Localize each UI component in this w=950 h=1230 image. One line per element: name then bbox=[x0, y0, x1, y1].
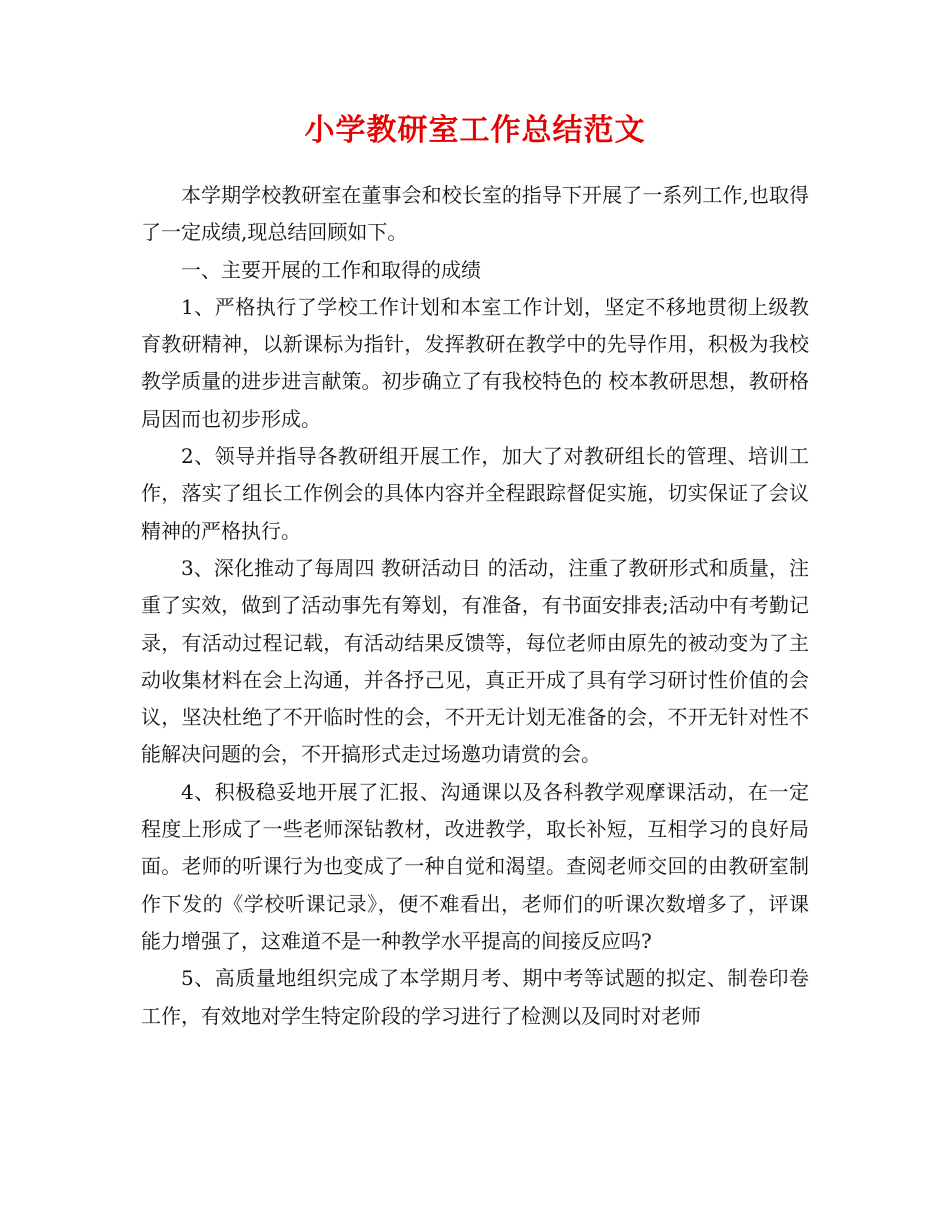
paragraph-item-1: 1、严格执行了学校工作计划和本室工作计划，坚定不移地贯彻上级教育教研精神，以新课标为指针，发挥教研在教学中的先导作用，积极为我校教学质量的进步进言献策。初步确立了有我校特色的 校本教研思想，教研格局因而也初步形成。 bbox=[141, 294, 809, 431]
paragraph-item-2: 2、领导并指导各教研组开展工作，加大了对教研组长的管理、培训工作，落实了组长工作例会的具体内容并全程跟踪督促实施，切实保证了会议精神的严格执行。 bbox=[141, 444, 809, 543]
paragraph-item-5: 5、高质量地组织完成了本学期月考、期中考等试题的拟定、制卷印卷工作，有效地对学生特定阶段的学习进行了检测以及同时对老师 bbox=[141, 966, 809, 1028]
document-body bbox=[141, 177, 809, 1035]
section-heading: 一、主要开展的工作和取得的成绩 bbox=[181, 257, 481, 282]
paragraph-item-3: 3、深化推动了每周四 教研活动日 的活动，注重了教研形式和质量，注重了实效，做到了活动事先有筹划，有准备，有书面安排表;活动中有考勤记录，有活动过程记载，有活动结果反馈等，每位老师由原先的被动变为了主动收集材料在会上沟通，并各抒己见，真正开成了具有学习研讨性价值的会议，坚决杜绝了不开临时性的会，不开无计划无准备的会，不开无针对性不能解决问题的会，不开搞形式走过场邀功请赏的会。 bbox=[141, 555, 809, 767]
paragraph-item-4: 4、积极稳妥地开展了汇报、沟通课以及各科教学观摩课活动，在一定程度上形成了一些老师深钻教材，改进教学，取长补短，互相学习的良好局面。老师的听课行为也变成了一种自觉和渴望。查阅老师交回的由教研室制作下发的《学校听课记录》，便不难看出，老师们的听课次数增多了，评课能力增强了，这难道不是一种教学水平提高的间接反应吗? bbox=[141, 779, 809, 953]
paragraph-intro: 本学期学校教研室在董事会和校长室的指导下开展了一系列工作,也取得了一定成绩,现总结回顾如下。 bbox=[141, 183, 809, 245]
document-title: 小学教研室工作总结范文 bbox=[304, 113, 646, 148]
